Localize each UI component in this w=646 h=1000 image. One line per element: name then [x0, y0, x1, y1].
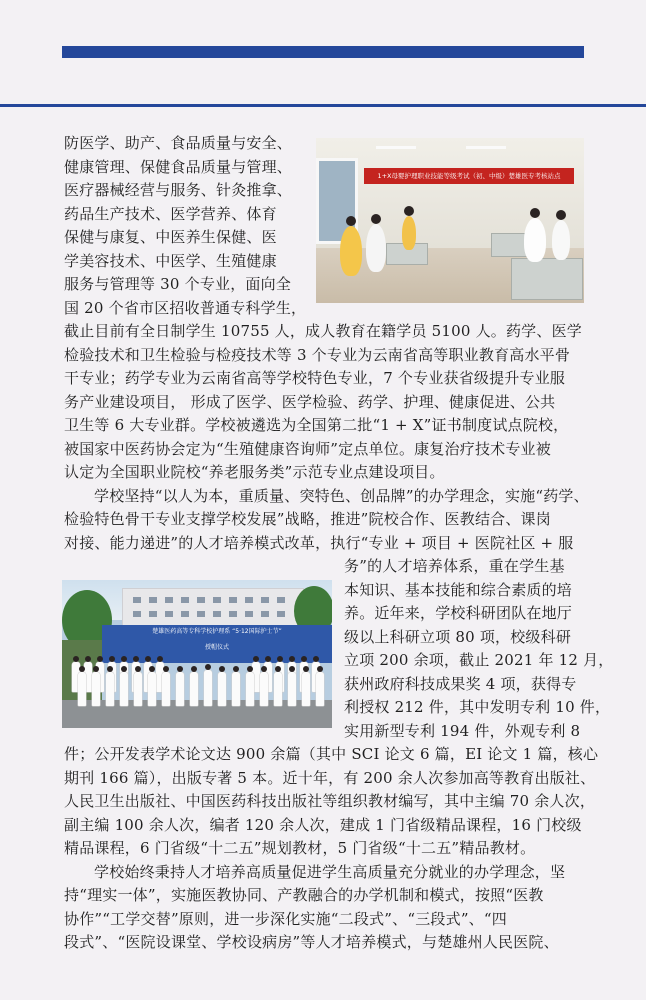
- text-line: 认定为全国职业院校“养老服务类”示范专业点建设项目。: [64, 463, 445, 481]
- text-line: 副主编 100 余人次，编者 120 余人次，建成 1 门省级精品课程，16 门校级: [64, 815, 582, 834]
- text-line: 人民卫生出版社、中国医药科技出版社等组织教材编写，其中主编 70 余人次，: [64, 792, 596, 810]
- text-block-wrap2: [344, 555, 614, 743]
- text-line: 实用新型专利 194 件，外观专利 8: [344, 721, 581, 740]
- text-line: 件；公开发表学术论文达 900 余篇（其中 SCI 论文 6 篇，EI 论文 1 篇，核心: [64, 745, 599, 763]
- nurses-ceremony-photo: [62, 580, 332, 728]
- text-line: 检验特色骨干专业支撑学校发展”战略，推进”院校合作、医教结合、课岗: [64, 510, 551, 528]
- text-line: 卫生等 6 大专业群。学校被遴选为全国第二批“1 + X”证书制度试点院校，: [64, 416, 569, 434]
- text-line: 本知识、基本技能和综合素质的培: [344, 580, 573, 599]
- exam-room-photo: [316, 138, 584, 303]
- text-line: 精品课程，6 门省级“十二五”规划教材，5 门省级“十二五”精品教材。: [64, 839, 536, 857]
- text-line: 医疗器械经营与服务、针灸推拿、: [64, 181, 293, 199]
- text-block-full2: [64, 743, 598, 955]
- text-line: 防医学、助产、食品质量与安全、: [64, 134, 293, 152]
- text-line: 国 20 个省市区招收普通专科学生，: [64, 298, 307, 317]
- text-block-wrap1: [64, 132, 306, 320]
- text-line: 务”的人才培养体系，重在学生基: [344, 557, 565, 575]
- text-line: 健康管理、保健食品质量与管理、: [64, 157, 293, 176]
- text-line: 持“理实一体”，实施医教协同、产教融合的办学机制和模式，按照“医教: [64, 886, 544, 904]
- text-line: 级以上科研立项 80 项，校级科研: [344, 627, 572, 646]
- text-line: 养。近年来，学校科研团队在地厅: [344, 604, 573, 622]
- header-band: [62, 46, 584, 58]
- text-line: 被国家中医药协会定为“生殖健康咨询师”定点单位。康复治疗技术专业被: [64, 439, 551, 458]
- text-line: 利授权 212 件，其中发明专利 10 件，: [344, 698, 611, 716]
- text-line: 获州政府科技成果奖 4 项，获得专: [344, 674, 577, 693]
- stage-banner: 楚雄医药高等专科学校护理系 “5·12国际护士节” 授帽仪式: [102, 625, 332, 663]
- text-line: 检验技术和卫生检验与检疫技术等 3 个专业为云南省高等职业教育高水平骨: [64, 345, 571, 364]
- text-line: 协作”“工学交替”原则，进一步深化实施“二段式”、“三段式”、“四: [64, 909, 507, 928]
- text-line: 学美容技术、中医学、生殖健康: [64, 251, 277, 270]
- text-line: 对接、能力递进”的人才培养模式改革，执行“专业 + 项目 + 医院社区 + 服: [64, 533, 574, 552]
- text-line: 期刊 166 篇），出版专著 5 本。近十年，有 200 余人次参加高等教育出版社、: [64, 768, 596, 787]
- text-block-full1: [64, 320, 589, 555]
- text-line: 干专业；药学专业为云南省高等学校特色专业，7 个专业获省级提升专业服: [64, 369, 566, 387]
- text-line: 务产业建设项目， 形成了医学、医学检验、药学、护理、健康促进、公共: [64, 392, 556, 411]
- text-line: 立项 200 余项，截止 2021 年 12 月，: [344, 651, 614, 669]
- text-line: 药品生产技术、医学营养、体育: [64, 204, 277, 223]
- paragraph-start: 学校始终秉持人才培养高质量促进学生高质量充分就业的办学理念，坚: [94, 862, 566, 881]
- text-line: 保健与康复、中医养生保健、医: [64, 228, 277, 246]
- text-line: 截止目前有全日制学生 10755 人，成人教育在籍学员 5100 人。药学、医学: [64, 322, 582, 340]
- header-rule: [0, 104, 646, 107]
- text-line: 服务与管理等 30 个专业，面向全: [64, 275, 292, 293]
- exam-banner: 1+X母婴护理职业技能等级考试（初、中级）楚雄医专考核站点: [364, 168, 574, 184]
- text-line: 段式”、“医院设课堂、学校设病房”等人才培养模式，与楚雄州人民医院、: [64, 933, 559, 951]
- paragraph-start: 学校坚持“以人为本，重质量、突特色、创品牌”的办学理念，实施“药学、: [94, 486, 589, 505]
